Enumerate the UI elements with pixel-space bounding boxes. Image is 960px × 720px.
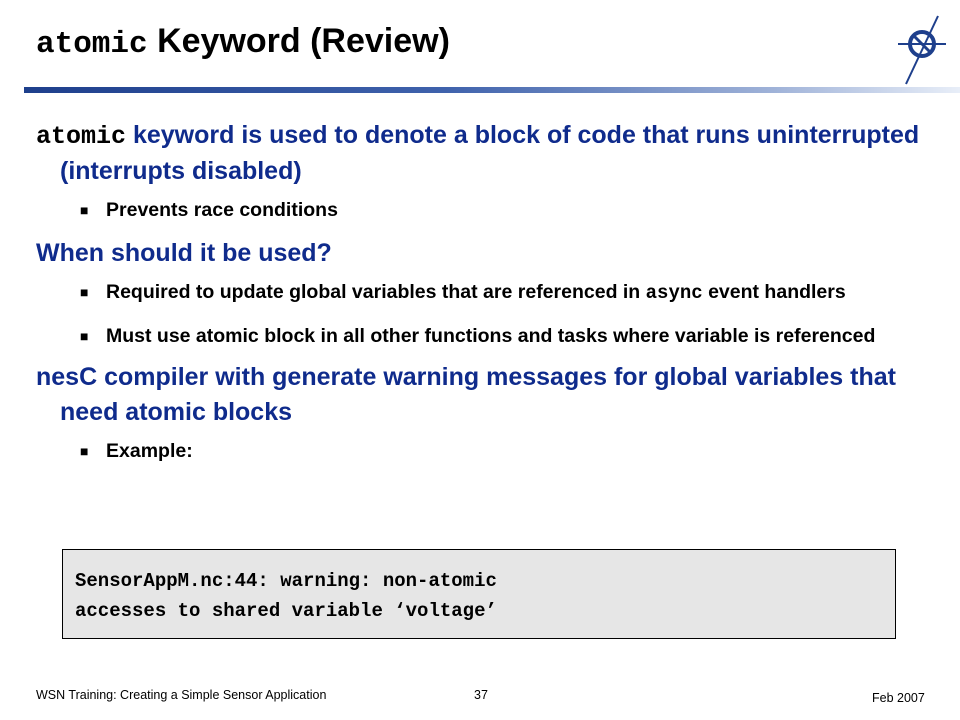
sub-bullet-atomic-block	[36, 321, 936, 352]
sub-bullet-text: Prevents race conditions	[106, 199, 338, 221]
title-text: Keyword (Review)	[147, 22, 450, 60]
footer-page-number: 37	[474, 688, 488, 702]
atomic-keyword: atomic	[36, 122, 127, 151]
bullet-text: keyword is used to denote a block of code that runs uninterrupted (interrupts disabled)	[60, 121, 920, 185]
code-line: SensorAppM.nc:44: warning: non-atomic	[75, 570, 497, 592]
code-line: accesses to shared variable ‘voltage’	[75, 600, 497, 622]
slide-body	[36, 118, 936, 467]
square-bullet-icon: ■	[80, 202, 89, 218]
sub-bullet-text: Required to update global variables that are referenced in	[106, 281, 646, 303]
sub-bullet-example	[36, 436, 936, 467]
square-bullet-icon: ■	[80, 328, 89, 344]
square-bullet-icon: ■	[80, 284, 89, 300]
bullet-atomic-definition	[36, 118, 936, 189]
sub-bullet-text: Must use atomic block in all other functions and tasks where variable is referenced	[106, 325, 876, 347]
slide-title	[36, 22, 450, 62]
title-underline-bar	[24, 87, 960, 93]
compass-crosshair-icon	[892, 14, 950, 86]
footer-course-title: WSN Training: Creating a Simple Sensor Application	[36, 688, 327, 702]
square-bullet-icon: ■	[80, 443, 89, 459]
code-example-box	[62, 549, 896, 639]
bullet-compiler-warnings: nesC compiler with generate warning messages for global variables that need atomic blocks	[36, 363, 896, 426]
sub-bullet-race-conditions	[36, 195, 936, 226]
sub-bullet-update-globals	[36, 277, 936, 309]
title-keyword: atomic	[36, 27, 148, 62]
footer-date: Feb 2007	[872, 691, 925, 705]
async-keyword: async	[645, 282, 703, 304]
bullet-when-used: When should it be used?	[36, 239, 332, 267]
sub-bullet-text: Example:	[106, 440, 193, 462]
sub-bullet-text: event handlers	[702, 281, 846, 303]
